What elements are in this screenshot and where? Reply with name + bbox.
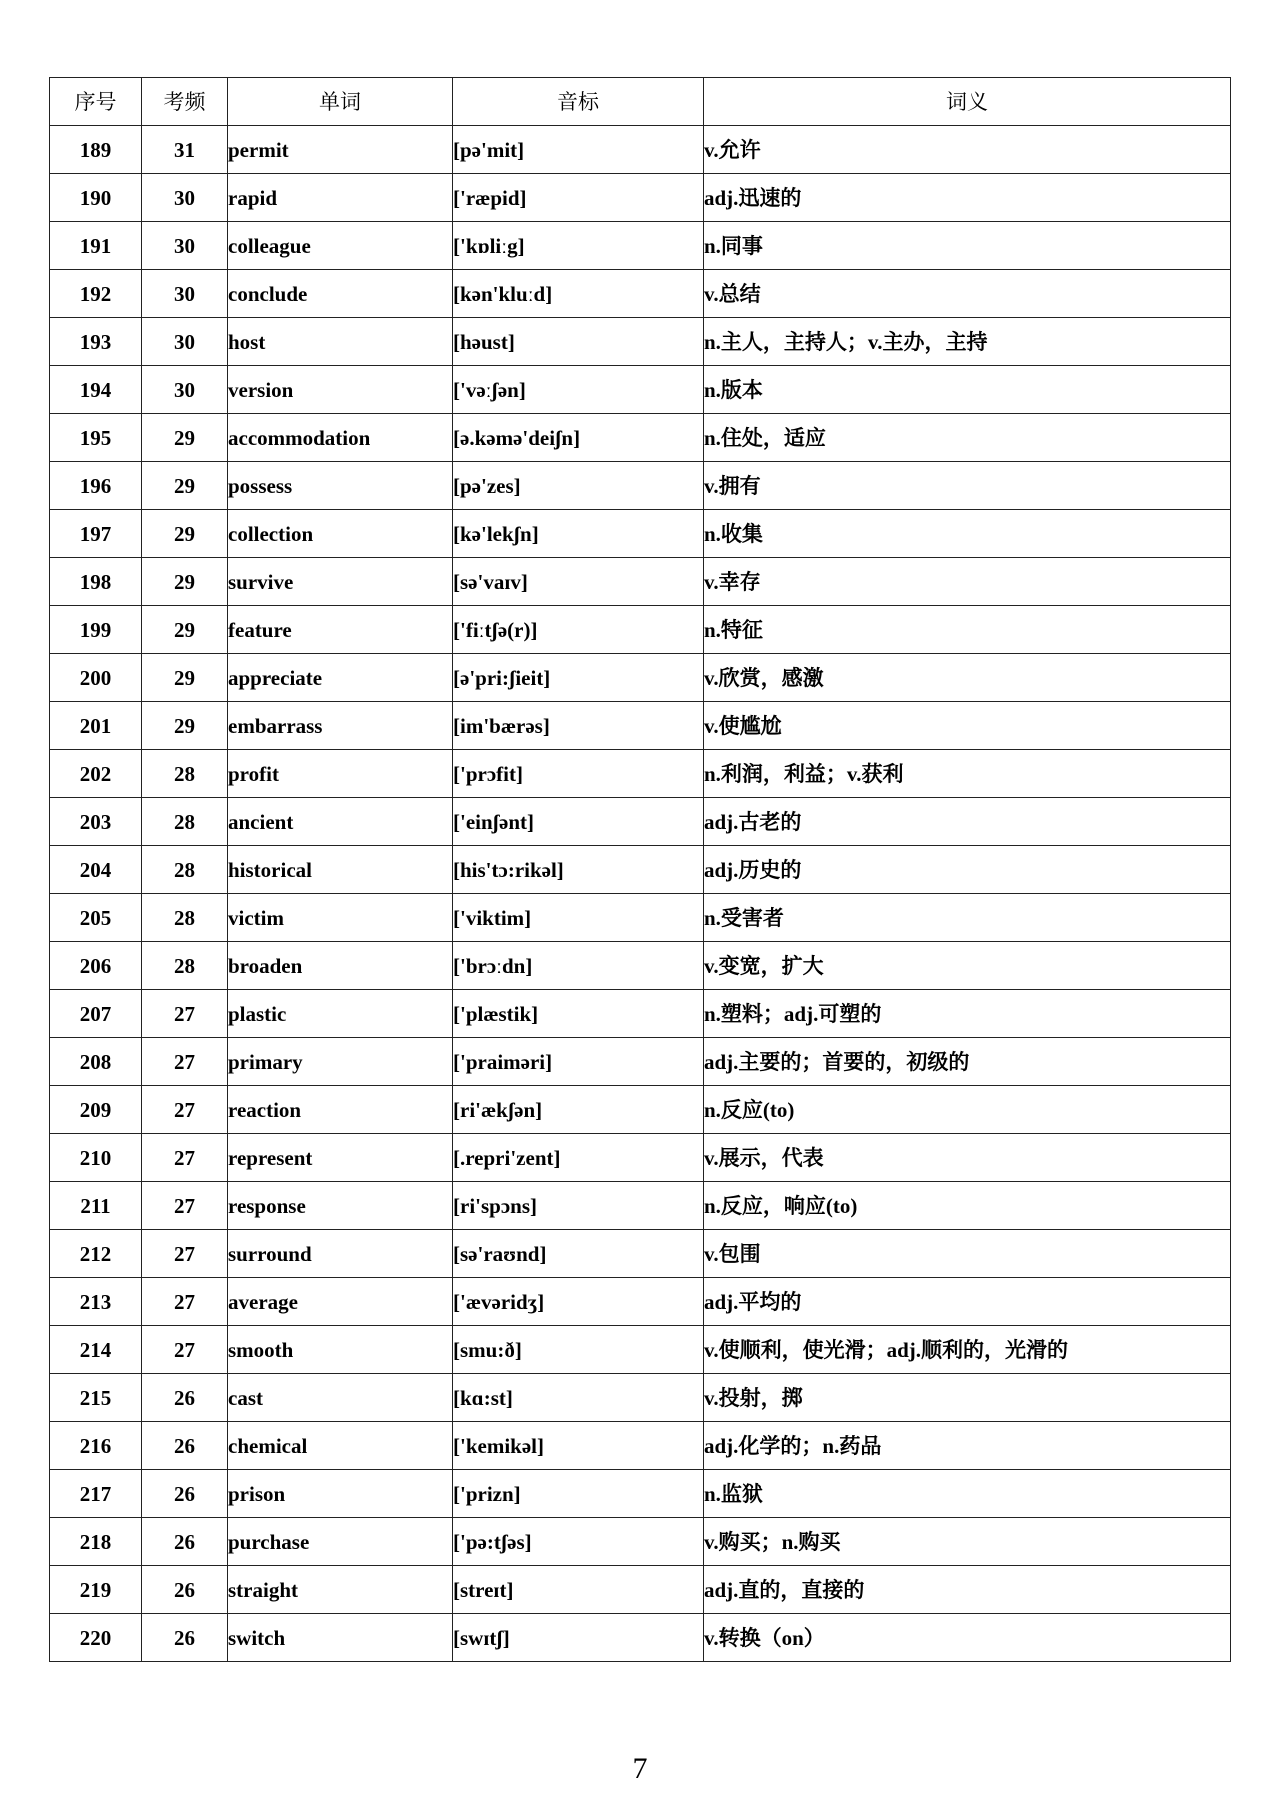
table-row: [50, 558, 1231, 606]
table-row: [50, 1470, 1231, 1518]
cell-frequency: 27: [142, 1134, 228, 1182]
cell-word: profit: [228, 750, 453, 798]
cell-meaning: v.幸存: [704, 558, 1231, 606]
cell-word: permit: [228, 126, 453, 174]
cell-phonetic: ['prɔfit]: [453, 750, 704, 798]
cell-phonetic: [streɪt]: [453, 1566, 704, 1614]
cell-meaning: n.反应(to): [704, 1086, 1231, 1134]
cell-meaning: v.允许: [704, 126, 1231, 174]
cell-word: host: [228, 318, 453, 366]
table-row: [50, 1614, 1231, 1662]
table-row: [50, 270, 1231, 318]
header-word: 单词: [228, 78, 453, 126]
cell-meaning: n.版本: [704, 366, 1231, 414]
cell-meaning: n.主人，主持人；v.主办，主持: [704, 318, 1231, 366]
cell-phonetic: ['brɔːdn]: [453, 942, 704, 990]
cell-meaning: v.展示，代表: [704, 1134, 1231, 1182]
cell-number: 213: [50, 1278, 142, 1326]
cell-word: collection: [228, 510, 453, 558]
table-row: [50, 1182, 1231, 1230]
table-row: [50, 894, 1231, 942]
cell-frequency: 26: [142, 1566, 228, 1614]
cell-number: 220: [50, 1614, 142, 1662]
cell-number: 218: [50, 1518, 142, 1566]
cell-word: reaction: [228, 1086, 453, 1134]
cell-frequency: 30: [142, 366, 228, 414]
cell-word: ancient: [228, 798, 453, 846]
cell-phonetic: ['kemikəl]: [453, 1422, 704, 1470]
cell-frequency: 26: [142, 1614, 228, 1662]
cell-word: response: [228, 1182, 453, 1230]
table-row: [50, 1566, 1231, 1614]
cell-meaning: n.住处，适应: [704, 414, 1231, 462]
cell-phonetic: ['vəːʃən]: [453, 366, 704, 414]
cell-phonetic: [im'bærəs]: [453, 702, 704, 750]
header-frequency: 考频: [142, 78, 228, 126]
cell-frequency: 27: [142, 1086, 228, 1134]
cell-meaning: v.转换（on）: [704, 1614, 1231, 1662]
table-row: [50, 798, 1231, 846]
cell-meaning: adj.迅速的: [704, 174, 1231, 222]
cell-meaning: n.反应，响应(to): [704, 1182, 1231, 1230]
cell-frequency: 29: [142, 462, 228, 510]
cell-phonetic: ['ævəridʒ]: [453, 1278, 704, 1326]
cell-frequency: 30: [142, 318, 228, 366]
cell-phonetic: [sə'raʊnd]: [453, 1230, 704, 1278]
cell-frequency: 27: [142, 1326, 228, 1374]
cell-meaning: v.包围: [704, 1230, 1231, 1278]
cell-frequency: 30: [142, 174, 228, 222]
cell-phonetic: [ri'ækʃən]: [453, 1086, 704, 1134]
cell-phonetic: [kən'kluːd]: [453, 270, 704, 318]
table-row: [50, 606, 1231, 654]
cell-number: 189: [50, 126, 142, 174]
cell-phonetic: ['viktim]: [453, 894, 704, 942]
table-row: [50, 462, 1231, 510]
cell-word: version: [228, 366, 453, 414]
cell-word: survive: [228, 558, 453, 606]
cell-word: rapid: [228, 174, 453, 222]
cell-number: 198: [50, 558, 142, 606]
table-row: [50, 702, 1231, 750]
cell-frequency: 27: [142, 1038, 228, 1086]
cell-number: 196: [50, 462, 142, 510]
cell-frequency: 29: [142, 414, 228, 462]
cell-meaning: adj.历史的: [704, 846, 1231, 894]
cell-word: smooth: [228, 1326, 453, 1374]
cell-word: cast: [228, 1374, 453, 1422]
cell-word: plastic: [228, 990, 453, 1038]
cell-meaning: n.收集: [704, 510, 1231, 558]
cell-frequency: 28: [142, 750, 228, 798]
cell-meaning: adj.古老的: [704, 798, 1231, 846]
cell-meaning: v.投射，掷: [704, 1374, 1231, 1422]
cell-meaning: n.利润，利益；v.获利: [704, 750, 1231, 798]
cell-number: 194: [50, 366, 142, 414]
cell-frequency: 29: [142, 510, 228, 558]
cell-frequency: 26: [142, 1422, 228, 1470]
cell-phonetic: ['fiːtʃə(r)]: [453, 606, 704, 654]
cell-frequency: 28: [142, 798, 228, 846]
cell-word: purchase: [228, 1518, 453, 1566]
table-row: [50, 366, 1231, 414]
header-meaning: 词义: [704, 78, 1231, 126]
cell-number: 207: [50, 990, 142, 1038]
cell-meaning: v.总结: [704, 270, 1231, 318]
cell-word: primary: [228, 1038, 453, 1086]
cell-phonetic: [his'tɔ:rikəl]: [453, 846, 704, 894]
table-row: [50, 990, 1231, 1038]
cell-meaning: v.使顺利，使光滑；adj.顺利的，光滑的: [704, 1326, 1231, 1374]
cell-word: switch: [228, 1614, 453, 1662]
cell-phonetic: [kə'lekʃn]: [453, 510, 704, 558]
cell-number: 216: [50, 1422, 142, 1470]
cell-phonetic: [pə'zes]: [453, 462, 704, 510]
cell-number: 211: [50, 1182, 142, 1230]
table-row: [50, 126, 1231, 174]
cell-number: 210: [50, 1134, 142, 1182]
cell-phonetic: [ə'pri:ʃieit]: [453, 654, 704, 702]
table-row: [50, 1422, 1231, 1470]
table-row: [50, 750, 1231, 798]
cell-number: 215: [50, 1374, 142, 1422]
cell-number: 206: [50, 942, 142, 990]
page-number: 7: [632, 1752, 648, 1785]
cell-number: 195: [50, 414, 142, 462]
cell-frequency: 26: [142, 1470, 228, 1518]
table-row: [50, 1326, 1231, 1374]
cell-word: appreciate: [228, 654, 453, 702]
cell-phonetic: [sə'vaɪv]: [453, 558, 704, 606]
table-row: [50, 1230, 1231, 1278]
cell-meaning: n.受害者: [704, 894, 1231, 942]
cell-phonetic: [kɑ:st]: [453, 1374, 704, 1422]
table-row: [50, 942, 1231, 990]
cell-number: 190: [50, 174, 142, 222]
cell-frequency: 27: [142, 990, 228, 1038]
cell-meaning: adj.化学的；n.药品: [704, 1422, 1231, 1470]
table-row: [50, 174, 1231, 222]
cell-frequency: 29: [142, 558, 228, 606]
header-phonetic: 音标: [453, 78, 704, 126]
cell-number: 217: [50, 1470, 142, 1518]
cell-frequency: 27: [142, 1278, 228, 1326]
cell-word: historical: [228, 846, 453, 894]
cell-word: colleague: [228, 222, 453, 270]
cell-frequency: 27: [142, 1182, 228, 1230]
cell-frequency: 30: [142, 270, 228, 318]
table-row: [50, 1086, 1231, 1134]
cell-phonetic: [swɪtʃ]: [453, 1614, 704, 1662]
cell-phonetic: [.repri'zent]: [453, 1134, 704, 1182]
cell-number: 199: [50, 606, 142, 654]
cell-frequency: 26: [142, 1518, 228, 1566]
cell-number: 197: [50, 510, 142, 558]
cell-number: 193: [50, 318, 142, 366]
cell-frequency: 30: [142, 222, 228, 270]
cell-frequency: 28: [142, 894, 228, 942]
cell-number: 214: [50, 1326, 142, 1374]
table-row: [50, 1134, 1231, 1182]
cell-meaning: n.塑料；adj.可塑的: [704, 990, 1231, 1038]
cell-frequency: 29: [142, 606, 228, 654]
table-row: [50, 1038, 1231, 1086]
table-row: [50, 654, 1231, 702]
cell-phonetic: [pə'mit]: [453, 126, 704, 174]
cell-number: 208: [50, 1038, 142, 1086]
table-header: [50, 78, 1231, 126]
cell-phonetic: ['praiməri]: [453, 1038, 704, 1086]
cell-number: 209: [50, 1086, 142, 1134]
table-row: [50, 222, 1231, 270]
cell-word: surround: [228, 1230, 453, 1278]
cell-number: 200: [50, 654, 142, 702]
cell-number: 201: [50, 702, 142, 750]
cell-word: feature: [228, 606, 453, 654]
cell-word: straight: [228, 1566, 453, 1614]
cell-frequency: 27: [142, 1230, 228, 1278]
cell-frequency: 29: [142, 702, 228, 750]
cell-meaning: v.变宽，扩大: [704, 942, 1231, 990]
cell-number: 212: [50, 1230, 142, 1278]
cell-word: embarrass: [228, 702, 453, 750]
cell-meaning: n.同事: [704, 222, 1231, 270]
cell-phonetic: ['kɒliːg]: [453, 222, 704, 270]
cell-word: broaden: [228, 942, 453, 990]
cell-phonetic: [smu:ð]: [453, 1326, 704, 1374]
cell-number: 219: [50, 1566, 142, 1614]
cell-word: prison: [228, 1470, 453, 1518]
cell-meaning: adj.主要的；首要的，初级的: [704, 1038, 1231, 1086]
cell-phonetic: [ə.kəmə'deiʃn]: [453, 414, 704, 462]
table-row: [50, 510, 1231, 558]
cell-word: victim: [228, 894, 453, 942]
cell-phonetic: ['pə:tʃəs]: [453, 1518, 704, 1566]
cell-meaning: v.欣赏，感激: [704, 654, 1231, 702]
cell-meaning: n.特征: [704, 606, 1231, 654]
table-row: [50, 414, 1231, 462]
cell-phonetic: [həust]: [453, 318, 704, 366]
table-row: [50, 1278, 1231, 1326]
vocabulary-table: [49, 77, 1231, 1662]
table-row: [50, 1374, 1231, 1422]
cell-frequency: 28: [142, 846, 228, 894]
header-row: [50, 78, 1231, 126]
cell-word: possess: [228, 462, 453, 510]
cell-meaning: adj.直的，直接的: [704, 1566, 1231, 1614]
cell-frequency: 31: [142, 126, 228, 174]
table-row: [50, 318, 1231, 366]
table-row: [50, 1518, 1231, 1566]
cell-number: 204: [50, 846, 142, 894]
cell-meaning: n.监狱: [704, 1470, 1231, 1518]
cell-word: represent: [228, 1134, 453, 1182]
cell-word: accommodation: [228, 414, 453, 462]
cell-number: 205: [50, 894, 142, 942]
cell-number: 202: [50, 750, 142, 798]
cell-frequency: 26: [142, 1374, 228, 1422]
cell-phonetic: ['plæstik]: [453, 990, 704, 1038]
cell-phonetic: [ri'spɔns]: [453, 1182, 704, 1230]
cell-meaning: v.使尴尬: [704, 702, 1231, 750]
cell-word: average: [228, 1278, 453, 1326]
cell-phonetic: ['ræpid]: [453, 174, 704, 222]
cell-phonetic: ['einʃənt]: [453, 798, 704, 846]
cell-word: chemical: [228, 1422, 453, 1470]
cell-frequency: 28: [142, 942, 228, 990]
cell-number: 191: [50, 222, 142, 270]
table-body: [50, 126, 1231, 1662]
cell-meaning: adj.平均的: [704, 1278, 1231, 1326]
table-row: [50, 846, 1231, 894]
cell-meaning: v.购买；n.购买: [704, 1518, 1231, 1566]
cell-number: 192: [50, 270, 142, 318]
cell-frequency: 29: [142, 654, 228, 702]
cell-meaning: v.拥有: [704, 462, 1231, 510]
cell-word: conclude: [228, 270, 453, 318]
cell-number: 203: [50, 798, 142, 846]
cell-phonetic: ['prizn]: [453, 1470, 704, 1518]
header-number: 序号: [50, 78, 142, 126]
